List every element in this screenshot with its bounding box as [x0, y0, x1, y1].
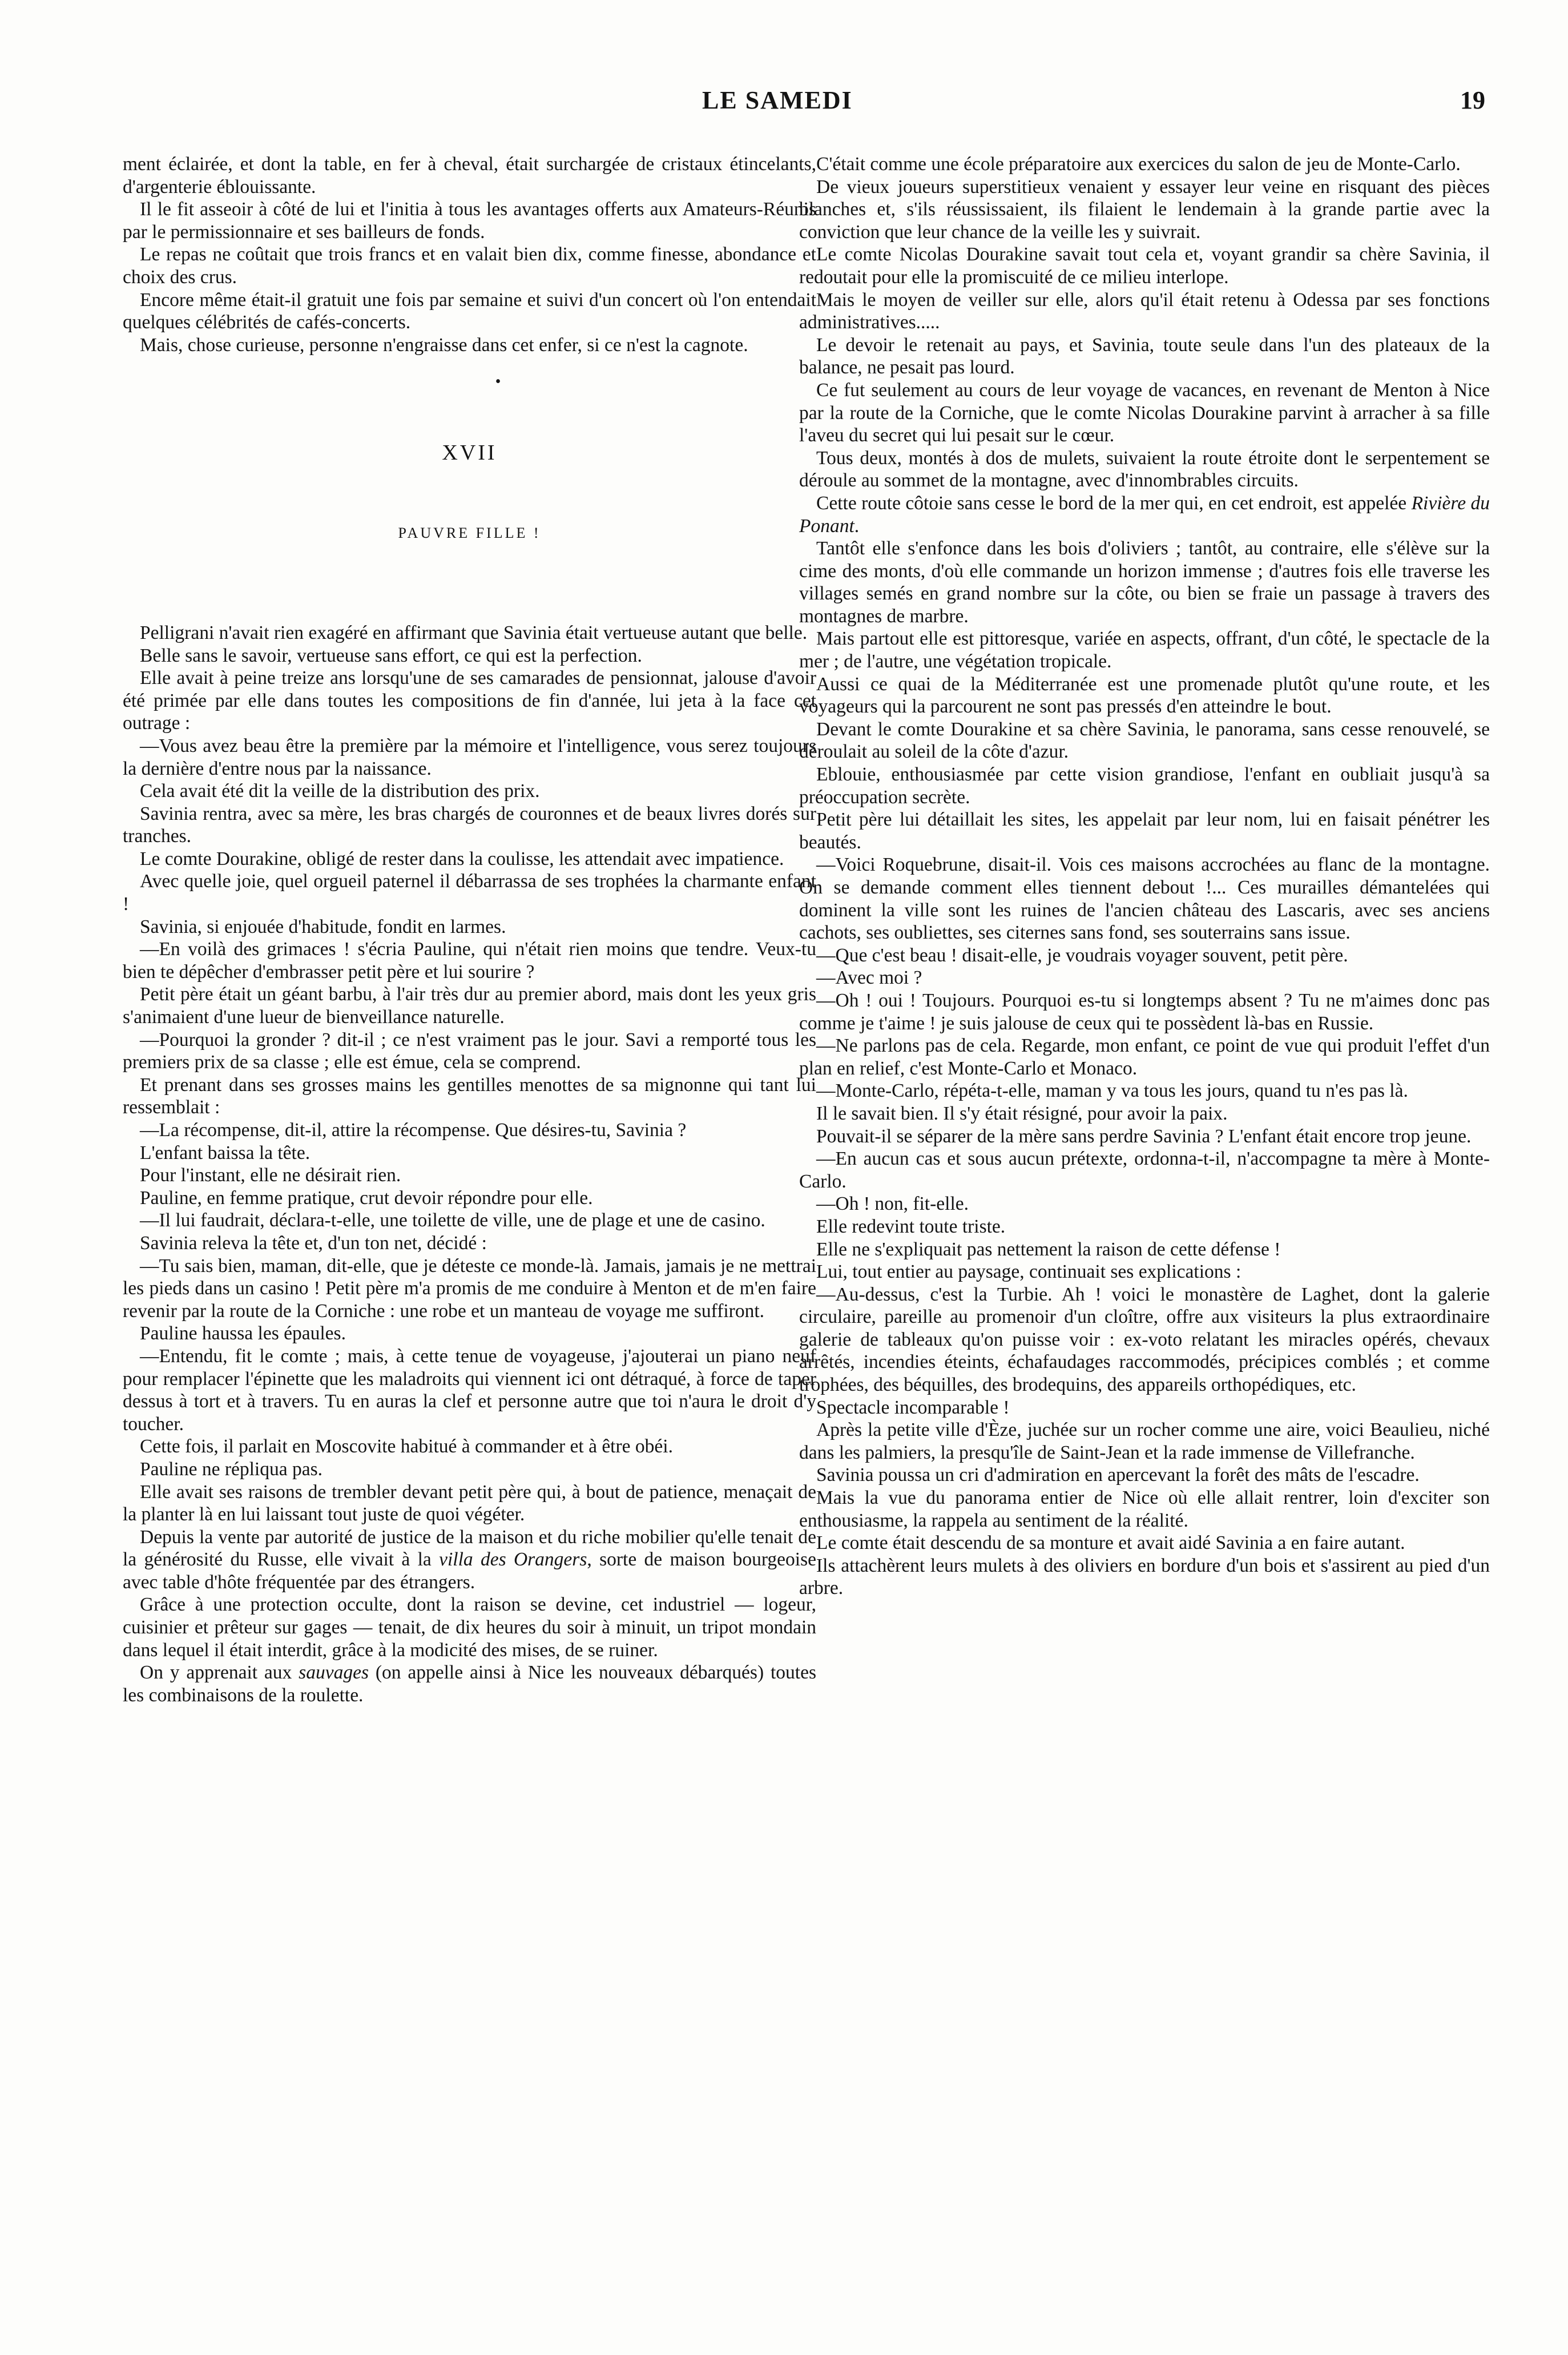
italic-run: villa des Orangers: [439, 1549, 587, 1571]
paragraph: Elle avait à peine treize ans lorsqu'une de ses camarades de pensionnat, jalouse d'avoir été primée par elle dans toutes les compositions de fin d'année, lui jeta à la face cet outrage :: [123, 667, 816, 734]
running-head: LE SAMEDI: [702, 86, 853, 114]
text-run: Depuis la vente par autorité de justice de la maison et du riche mobilier qu'elle tenait de la générosité du Russe, elle vivait à la: [123, 1526, 816, 1571]
paragraph: —Entendu, fit le comte ; mais, à cette tenue de voyageuse, j'ajouterai un piano neuf pour remplacer l'épinette que les maladroits qui viennent ici ont détraqué, à force de taper dessus à tort et à travers. Tu en auras la clef et personne autre que toi n'aura le droit d'y toucher.: [123, 1345, 816, 1435]
italic-run: sauvages: [299, 1662, 369, 1684]
paragraph: L'enfant baissa la tête.: [140, 1142, 311, 1164]
paragraph: Aussi ce quai de la Méditerranée est une promenade plutôt qu'une route, et les voyageurs qui la parcourent ne sont pas pressés d'en atteindre le bout.: [799, 673, 1490, 718]
paragraph: Le comte Nicolas Dourakine savait tout cela et, voyant grandir sa chère Savinia, il redoutait pour elle la promiscuité de ce milieu interlope.: [799, 244, 1490, 288]
paragraph: Savinia rentra, avec sa mère, les bras chargés de couronnes et de beaux livres dorés sur tranches.: [123, 803, 816, 847]
paragraph: —Pourquoi la gronder ? dit-il ; ce n'est vraiment pas le jour. Savi a remporté tous les premiers prix de sa classe ; elle est émue, cela se comprend.: [123, 1029, 816, 1073]
paragraph: —Ne parlons pas de cela. Regarde, mon enfant, ce point de vue qui produit l'effet d'un plan en relief, c'est Monte-Carlo et Monaco.: [799, 1035, 1490, 1079]
paragraph: Belle sans le savoir, vertueuse sans effort, ce qui est la perfection.: [140, 645, 642, 666]
paragraph: Tous deux, montés à dos de mulets, suivaient la route étroite dont le serpentement se déroule au sommet de la montagne, avec d'innombrables circuits.: [799, 447, 1490, 492]
paragraph: Cette fois, il parlait en Moscovite habitué à commander et à être obéi.: [140, 1436, 673, 1458]
paragraph: —Que c'est beau ! disait-elle, je voudrais voyager souvent, petit père.: [816, 944, 1348, 966]
paragraph: Ils attachèrent leurs mulets à des oliviers en bordure d'un bois et s'assirent au pied d'un arbre.: [799, 1555, 1490, 1599]
paragraph: ment éclairée, et dont la table, en fer à cheval, était surchargée de cristaux étincelants, d'argenterie éblouissante.: [123, 154, 816, 198]
right-column: [799, 153, 1490, 1600]
text-run: Cette route côtoie sans cesse le bord de la mer qui, en cet endroit, est appelée: [816, 492, 1412, 514]
chapter-number: XVII: [442, 441, 497, 465]
text-run: , sorte de maison bourgeoise avec table d'hôte fréquentée par des étrangers.: [123, 1549, 816, 1593]
paragraph: Petit père lui détaillait les sites, les appelait par leur nom, lui en faisait pénétrer les beautés.: [799, 809, 1490, 853]
paragraph: Ce fut seulement au cours de leur voyage de vacances, en revenant de Menton à Nice par la route de la Corniche, que le comte Nicolas Dourakine parvint à arracher à sa fille l'aveu du secret qui lui pesait sur le cœur.: [799, 379, 1490, 446]
ornament-dot: •: [495, 373, 501, 391]
paragraph: Grâce à une protection occulte, dont la raison se devine, cet industriel — logeur, cuisinier et prêteur sur gages — tenait, de dix heures du soir à minuit, un tripot mondain dans lequel il était interdit, grâce à la modicité des mises, de se ruiner.: [123, 1594, 816, 1661]
text-run: (on appelle ainsi à Nice les nouveaux débarqués) toutes les combinaisons de la roulette.: [123, 1662, 816, 1706]
paragraph: Pour l'instant, elle ne désirait rien.: [140, 1165, 401, 1186]
page-header: [120, 86, 1485, 126]
paragraph: —Voici Roquebrune, disait-il. Vois ces maisons accrochées au flanc de la montagne. On se demande comment elles tiennent debout !... Ces murailles démantelées qui dominent la ville sont les ruines de l'ancien château des Lascaris, avec ses anciens cachots, ses oubliettes, ses citernes sans fond, ses souterrains sans issue.: [799, 854, 1490, 944]
paragraph: Mais partout elle est pittoresque, variée en aspects, offrant, d'un côté, le spectacle de la mer ; de l'autre, une végétation tropicale.: [799, 628, 1490, 673]
paragraph: Pauline ne répliqua pas.: [140, 1458, 323, 1480]
paragraph: Savinia, si enjouée d'habitude, fondit en larmes.: [140, 916, 506, 937]
paragraph: —Monte-Carlo, répéta-t-elle, maman y va tous les jours, quand tu n'es pas là.: [816, 1080, 1408, 1102]
italic-run: Rivière du Ponant: [799, 492, 1490, 537]
left-column: [123, 153, 816, 1706]
paragraph: Il le savait bien. Il s'y était résigné, pour avoir la paix.: [816, 1102, 1228, 1124]
text-run: .: [854, 515, 860, 537]
paragraph: —Avec moi ?: [816, 967, 922, 989]
paragraph: Savinia poussa un cri d'admiration en apercevant la forêt des mâts de l'escadre.: [816, 1464, 1420, 1486]
chapter-title: PAUVRE FILLE !: [398, 525, 541, 542]
paragraph: Pelligrani n'avait rien exagéré en affirmant que Savinia était vertueuse autant que belle.: [140, 622, 808, 643]
paragraph: —En voilà des grimaces ! s'écria Pauline, qui n'était rien moins que tendre. Veux-tu bien te dépêcher d'embrasser petit père et lui sourire ?: [123, 939, 816, 983]
paragraph: —Oh ! non, fit-elle.: [816, 1193, 969, 1215]
paragraph: Avec quelle joie, quel orgueil paternel il débarrassa de ses trophées la charmante enfant !: [123, 871, 816, 915]
paragraph: C'était comme une école préparatoire aux exercices du salon de jeu de Monte-Carlo.: [816, 154, 1461, 175]
paragraph: Le devoir le retenait au pays, et Savinia, toute seule dans l'un des plateaux de la balance, ne pesait pas lourd.: [799, 334, 1490, 379]
paragraph: Le repas ne coûtait que trois francs et en valait bien dix, comme finesse, abondance et choix des crus.: [123, 244, 816, 288]
paragraph: Il le fit asseoir à côté de lui et l'initia à tous les avantages offerts aux Amateurs-Réunis par le permissionnaire et ses bailleurs de fonds.: [123, 199, 816, 243]
paragraph: Pouvait-il se séparer de la mère sans perdre Savinia ? L'enfant était encore trop jeune.: [816, 1125, 1472, 1147]
paragraph: Pauline haussa les épaules.: [140, 1323, 346, 1344]
paragraph: —Vous avez beau être la première par la mémoire et l'intelligence, vous serez toujours la dernière d'entre nous par la naissance.: [123, 735, 816, 779]
paragraph: Pauline, en femme pratique, crut devoir répondre pour elle.: [140, 1187, 593, 1209]
paragraph: Encore même était-il gratuit une fois par semaine et suivi d'un concert où l'on entendait quelques célébrités de cafés-concerts.: [123, 289, 816, 333]
paragraph: Après la petite ville d'Èze, juchée sur un rocher comme une aire, voici Beaulieu, niché dans les palmiers, la presqu'île de Saint-Jean et la rade immense de Villefranche.: [799, 1419, 1490, 1463]
paragraph: Cela avait été dit la veille de la distribution des prix.: [140, 780, 540, 802]
paragraph: Le comte était descendu de sa monture et avait aidé Savinia a en faire autant.: [816, 1532, 1405, 1554]
paragraph: Tantôt elle s'enfonce dans les bois d'oliviers ; tantôt, au contraire, elle s'élève sur la cime des monts, d'où elle commande un horizon immense ; d'autres fois elle traverse les villages semés en grand nombre sur la côte, ou bien se fraie un passage à travers des montagnes de marbre.: [799, 538, 1490, 627]
paragraph: Spectacle incomparable !: [816, 1396, 1010, 1418]
paragraph: Savinia releva la tête et, d'un ton net, décidé :: [140, 1232, 487, 1254]
paragraph: —En aucun cas et sous aucun prétexte, ordonna-t-il, n'accompagne ta mère à Monte-Carlo.: [799, 1148, 1490, 1192]
paragraph: Le comte Dourakine, obligé de rester dans la coulisse, les attendait avec impatience.: [140, 848, 784, 869]
paragraph: Et prenant dans ses grosses mains les gentilles menottes de sa mignonne qui tant lui ressemblait :: [123, 1074, 816, 1118]
paragraph: —Au-dessus, c'est la Turbie. Ah ! voici le monastère de Laghet, dont la galerie circulaire, pareille au promenoir d'un cloître, offre aux visiteurs la plus extraordinaire galerie de tableaux qu'on puisse voir : ex-voto relatant les miracles opérés, chevaux arrêtés, incendies éteints, échafaudages raccommodés, précipices comblés ; et comme trophées, des béquilles, des brodequins, des appareils orthopédiques, etc.: [799, 1283, 1490, 1396]
paragraph: —La récompense, dit-il, attire la récompense. Que désires-tu, Savinia ?: [140, 1120, 687, 1141]
paragraph: Elle ne s'expliquait pas nettement la raison de cette défense !: [816, 1238, 1281, 1260]
paragraph: —Il lui faudrait, déclara-t-elle, une toilette de ville, une de plage et une de casino.: [140, 1210, 765, 1231]
paragraph: Mais le moyen de veiller sur elle, alors qu'il était retenu à Odessa par ses fonctions administratives.....: [799, 289, 1490, 333]
page-number: 19: [1460, 86, 1485, 114]
paragraph: Petit père était un géant barbu, à l'air très dur au premier abord, mais dont les yeux gris s'animaient d'une lueur de bienveillance naturelle.: [123, 984, 816, 1028]
paragraph: Lui, tout entier au paysage, continuait ses explications :: [816, 1261, 1241, 1283]
paragraph: Mais, chose curieuse, personne n'engraisse dans cet enfer, si ce n'est la cagnote.: [140, 334, 748, 356]
paragraph: De vieux joueurs superstitieux venaient y essayer leur veine en risquant des pièces blanches et, s'ils réussissaient, ils filaient le lendemain à la grande partie avec la conviction que leur chance de la veille les y suivrait.: [799, 176, 1490, 243]
paragraph-villa: [123, 1526, 816, 1594]
paragraph: Eblouie, enthousiasmée par cette vision grandiose, l'enfant en oubliait jusqu'à sa préoccupation secrète.: [799, 764, 1490, 808]
paragraph: Devant le comte Dourakine et sa chère Savinia, le panorama, sans cesse renouvelé, se déroulait au soleil de la côte d'azur.: [799, 718, 1490, 763]
paragraph-riviera: [799, 492, 1490, 537]
paragraph: Mais la vue du panorama entier de Nice où elle allait rentrer, loin d'exciter son enthousiasme, la rappela au sentiment de la réalité.: [799, 1487, 1490, 1531]
paragraph-sauvages: [123, 1661, 816, 1706]
paragraph: —Tu sais bien, maman, dit-elle, que je déteste ce monde-là. Jamais, jamais je ne mettrai les pieds dans un casino ! Petit père m'a promis de me conduire à Menton et de m'en faire revenir par la route de la Corniche : une robe et un manteau de voyage me suffiront.: [123, 1255, 816, 1322]
paragraph: Elle redevint toute triste.: [816, 1215, 1006, 1237]
text-run: On y apprenait aux: [140, 1662, 299, 1684]
paragraph: Elle avait ses raisons de trembler devant petit père qui, à bout de patience, menaçait de la planter là en lui laissant tout juste de quoi végéter.: [123, 1481, 816, 1525]
paragraph: —Oh ! oui ! Toujours. Pourquoi es-tu si longtemps absent ? Tu ne m'aimes donc pas comme je t'aime ! je suis jalouse de ceux qui te possèdent là-bas en Russie.: [799, 989, 1490, 1034]
